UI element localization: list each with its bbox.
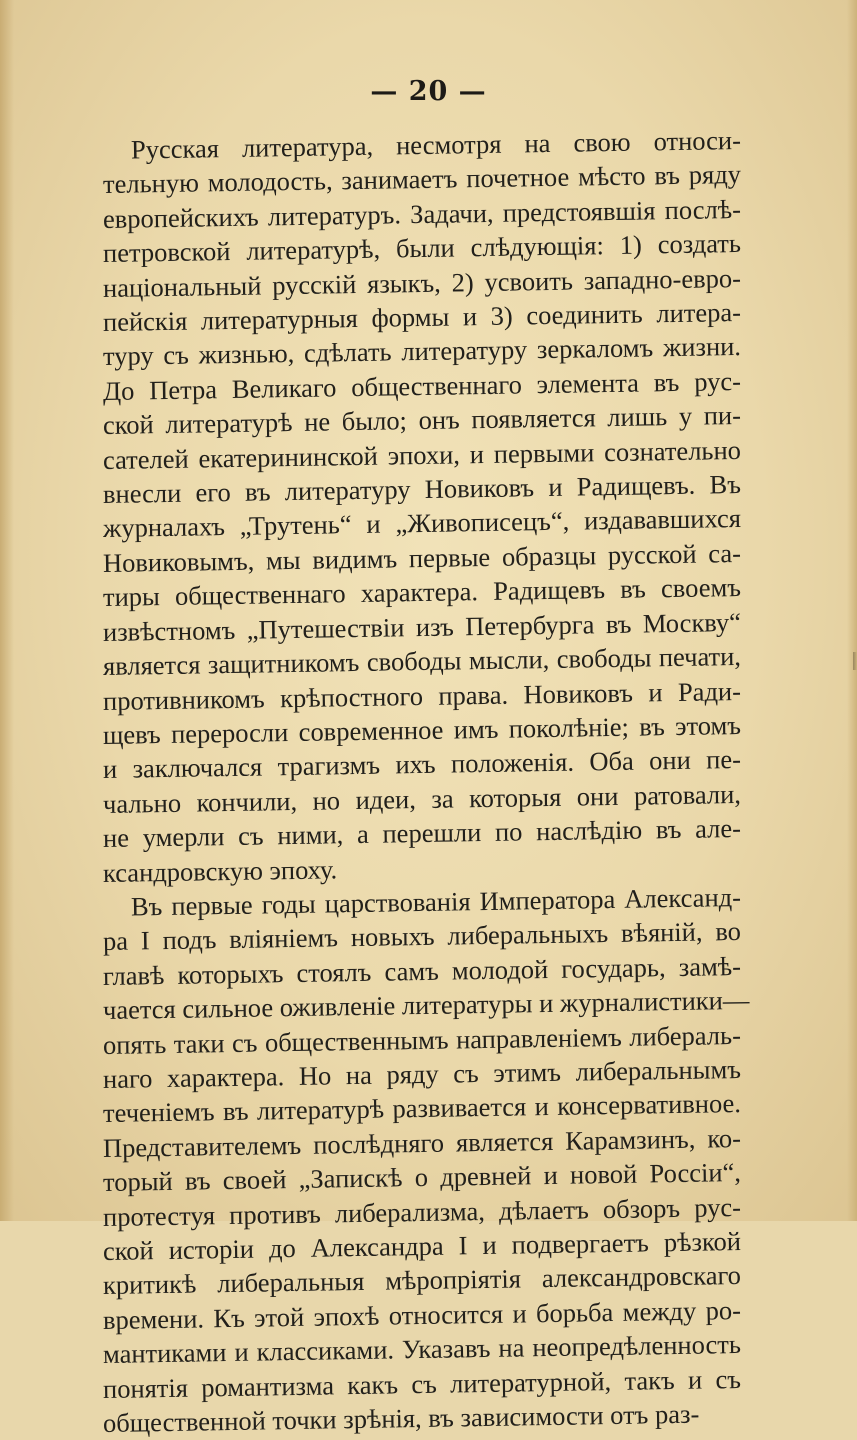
text-line: тиры общественнаго характера. Радищевъ въ своемъ bbox=[102, 572, 742, 613]
text-line: Новиковымъ, мы видимъ первые образцы русской са- bbox=[102, 537, 742, 578]
text-line: внесли его въ литературу Новиковъ и Радищевъ. Въ bbox=[102, 469, 742, 510]
text-line: главѣ которыхъ стоялъ самъ молодой государь, замѣ- bbox=[102, 950, 742, 991]
text-line: мантиками и классиками. Указавъ на неопредѣленность bbox=[102, 1329, 742, 1370]
paragraph bbox=[102, 881, 750, 1440]
text-line: сателей екатерининской эпохи, и первыми сознательно bbox=[102, 434, 742, 475]
text-line: Въ первые годы царствованія Императора Александ- bbox=[130, 881, 742, 922]
text-line: національный русскій языкъ, 2) усвоить западно-евро- bbox=[102, 262, 742, 303]
text-line: критикѣ либеральныя мѣропріятія александровскаго bbox=[102, 1260, 742, 1301]
text-line: До Петра Великаго общественнаго элемента въ рус- bbox=[102, 365, 742, 406]
text-line: петровской литературѣ, были слѣдующія: 1) создать bbox=[102, 228, 742, 269]
text-line: ксандровскую эпоху. bbox=[102, 853, 338, 888]
text-line: Русская литература, несмотря на свою относи- bbox=[130, 124, 742, 165]
text-line: извѣстномъ „Путешествіи изъ Петербурга въ Москву“ bbox=[102, 606, 742, 647]
text-line: туру съ жизнью, сдѣлать литературу зеркаломъ жизни. bbox=[102, 331, 742, 372]
text-line: европейскихъ литературъ. Задачи, предстоявшія послѣ- bbox=[102, 193, 742, 234]
text-line: и заключался трагизмъ ихъ положенія. Оба они пе- bbox=[102, 744, 742, 785]
text-line: ской литературѣ не было; онъ появляется лишь у пи- bbox=[102, 400, 742, 441]
text-line: не умерли съ ними, а перешли по наслѣдію въ але- bbox=[102, 813, 742, 854]
text-line: торый въ своей „Запискѣ о древней и новой Россіи“, bbox=[102, 1157, 742, 1198]
page-number: — 20 — bbox=[370, 76, 487, 107]
text-line: ской исторіи до Александра I и подвергаетъ рѣзкой bbox=[102, 1225, 742, 1266]
text-line: общественной точки зрѣнія, въ зависимости отъ раз- bbox=[102, 1398, 700, 1439]
text-line: чально кончили, но идеи, за которыя они ратовали, bbox=[102, 778, 742, 819]
edge-mark bbox=[853, 652, 857, 670]
paragraph bbox=[102, 124, 742, 890]
text-line: чается сильное оживленіе литературы и журналистики— bbox=[102, 985, 750, 1026]
text-line: Представителемъ послѣдняго является Карамзинъ, ко- bbox=[102, 1122, 742, 1163]
body-text bbox=[102, 124, 750, 1440]
text-line: опять таки съ общественнымъ направленіемъ либераль- bbox=[102, 1019, 742, 1060]
text-line: понятія романтизма какъ съ литературной, такъ и съ bbox=[102, 1363, 742, 1404]
text-line: журналахъ „Трутень“ и „Живописецъ“, издававшихся bbox=[102, 503, 742, 544]
text-line: наго характера. Но на ряду съ этимъ либеральнымъ bbox=[102, 1053, 742, 1094]
text-line: является защитникомъ свободы мысли, свободы печати, bbox=[102, 641, 742, 682]
text-line: пейскія литературныя формы и 3) соединить литера- bbox=[102, 297, 742, 338]
text-line: противникомъ крѣпостного права. Новиковъ и Ради- bbox=[102, 675, 742, 716]
text-line: протестуя противъ либерализма, дѣлаетъ обзоръ рус- bbox=[102, 1191, 742, 1232]
text-line: тельную молодость, занимаетъ почетное мѣсто въ ряду bbox=[102, 159, 742, 200]
text-line: времени. Къ этой эпохѣ относится и борьба между ро- bbox=[102, 1294, 742, 1335]
text-line: щевъ переросли современное имъ поколѣніе; въ этомъ bbox=[102, 709, 742, 750]
text-line: ра I подъ вліяніемъ новыхъ либеральныхъ вѣяній, во bbox=[102, 916, 742, 957]
text-line: теченіемъ въ литературѣ развивается и консервативное. bbox=[102, 1088, 742, 1129]
